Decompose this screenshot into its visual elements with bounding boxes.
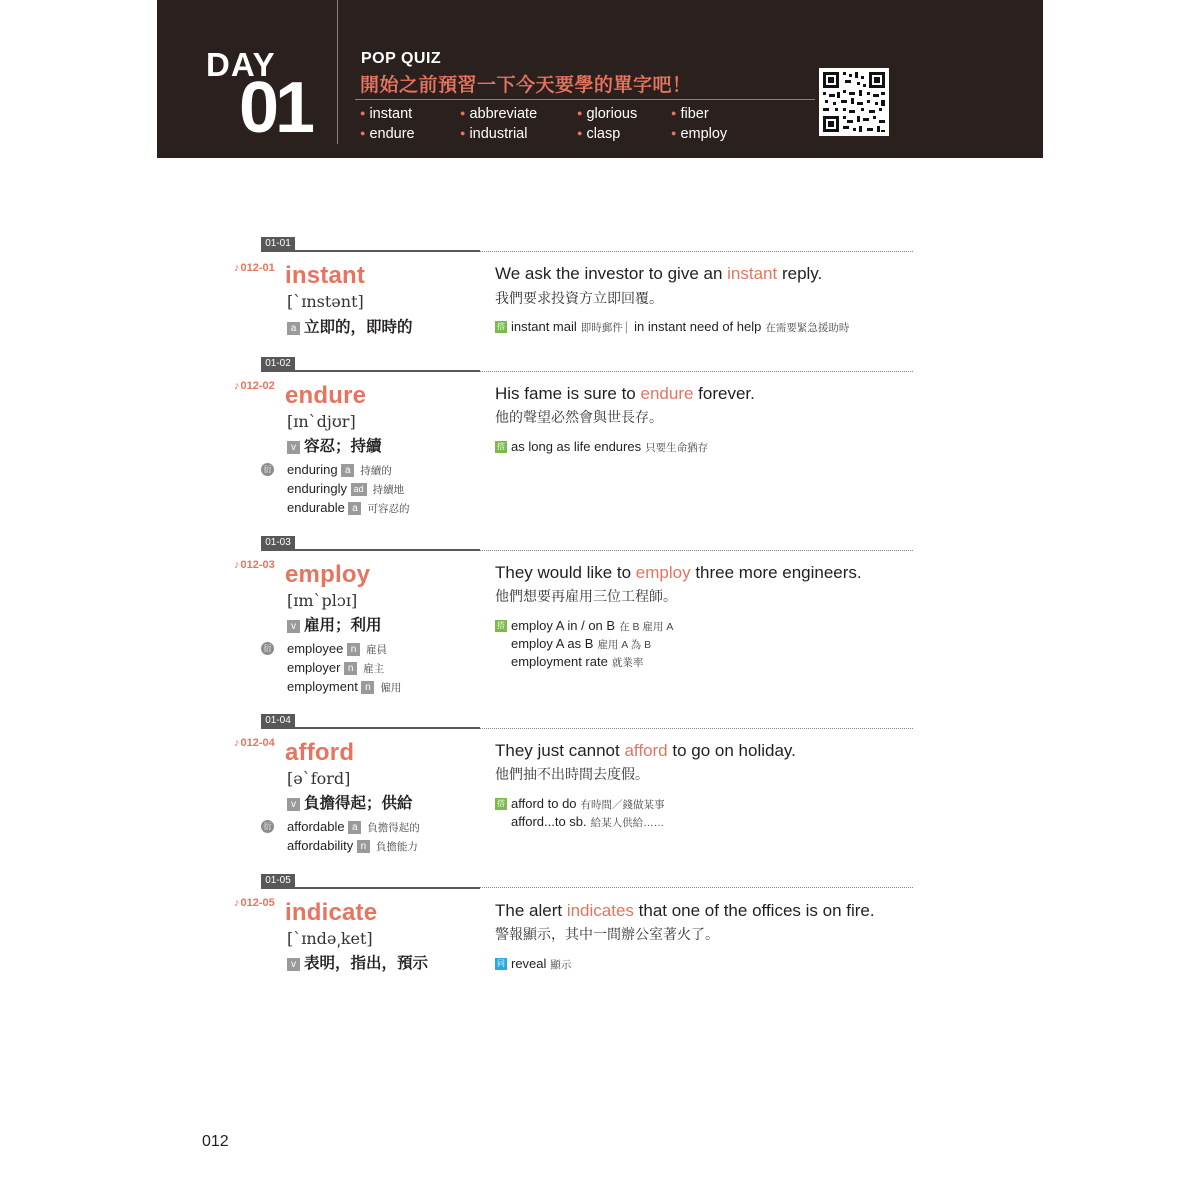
derivative-item: affordability n 負擔能力 [287, 838, 418, 853]
synonym-icon: 同 [497, 959, 505, 968]
audio-track-label[interactable]: ♪ 012-03 [234, 559, 275, 571]
entry-dotted-rule [480, 550, 913, 551]
phonetic: [ˋɪndə͵ket] [287, 929, 373, 948]
definition [287, 791, 413, 813]
example-translation: 我們要求投資方立即回覆。 [495, 290, 663, 306]
pop-quiz-subtitle: 開始之前預習一下今天要學的單字吧！ [360, 75, 692, 96]
definition [287, 613, 382, 635]
synonym-line: reveal 顯示 [511, 956, 572, 971]
quiz-word: ● clasp [577, 126, 620, 142]
entry-number-tag: 01-04 [261, 714, 295, 728]
entry-dotted-rule [480, 728, 913, 729]
derivative-item: affordable a 負擔得起的 [287, 819, 420, 834]
collocation-icon: 搭 [497, 322, 505, 331]
collocation-line: employ A as B 雇用 A 為 B [511, 636, 652, 651]
qr-code-icon[interactable] [819, 68, 889, 136]
definition [287, 315, 413, 337]
collocation-icon: 搭 [497, 799, 505, 808]
entry-rule [261, 549, 480, 551]
definition [287, 951, 428, 973]
headword: endure [285, 382, 367, 409]
page-number: 012 [202, 1133, 229, 1150]
phonetic: [ˋɪnstənt] [287, 292, 364, 311]
pos-badge: v [287, 620, 300, 633]
derivative-icon: 衍 [261, 463, 274, 476]
entry-dotted-rule [480, 887, 913, 888]
headword: afford [285, 739, 355, 766]
definition-text: 雇用；利用 [304, 617, 382, 634]
derivative-item: enduringly ad 持續地 [287, 481, 405, 496]
highlighted-word: instant [727, 264, 778, 283]
quiz-word: ● glorious [577, 106, 637, 122]
audio-track-label[interactable]: ♪ 012-05 [234, 897, 275, 909]
collocation-line: employ A in / on B 在 B 雇用 A [511, 618, 674, 633]
header-divider-horizontal [355, 99, 815, 100]
derivative-item: endurable a 可容忍的 [287, 500, 410, 515]
derivative-item: employer n 雇主 [287, 660, 385, 675]
entry-number-tag: 01-03 [261, 536, 295, 550]
headword: indicate [285, 899, 378, 926]
collocation-line: afford...to sb. 給某人供給…… [511, 814, 665, 829]
entry-number-tag: 01-05 [261, 874, 295, 888]
pos-badge: v [287, 441, 300, 454]
pos-badge: a [287, 322, 300, 335]
collocation-icon: 搭 [497, 442, 505, 451]
example-sentence: We ask the investor to give an instant reply. [495, 264, 823, 283]
example-translation: 他的聲望必然會與世長存。 [495, 409, 663, 425]
entry-number-tag: 01-02 [261, 357, 295, 371]
entry-rule [261, 887, 480, 889]
phonetic: [ɪnˋdjʊr] [287, 412, 356, 431]
example-translation: 他們抽不出時間去度假。 [495, 766, 649, 782]
day-header [157, 0, 1043, 158]
highlighted-word: endure [640, 384, 694, 403]
collocation-line: instant mail 即時郵件 | in instant need of help 在需要緊急援助時 [511, 319, 850, 334]
derivative-icon: 衍 [261, 820, 274, 833]
entry-rule [261, 370, 480, 372]
header-divider-vertical [337, 0, 338, 144]
quiz-word: ● fiber [671, 106, 709, 122]
quiz-word: ● endure [360, 126, 415, 142]
derivative-item: enduring a 持續的 [287, 462, 392, 477]
quiz-word: ● instant [360, 106, 412, 122]
entry-rule [261, 727, 480, 729]
headword: employ [285, 561, 371, 588]
highlighted-word: afford [624, 741, 668, 760]
audio-track-label[interactable]: ♪ 012-02 [234, 380, 275, 392]
definition-text: 表明，指出，預示 [304, 955, 429, 972]
derivative-item: employment n 僱用 [287, 679, 402, 694]
example-sentence: They would like to employ three more engineers. [495, 563, 862, 582]
derivative-icon: 衍 [261, 642, 274, 655]
example-translation: 他們想要再雇用三位工程師。 [495, 588, 677, 604]
example-sentence: His fame is sure to endure forever. [495, 384, 755, 403]
audio-track-label[interactable]: ♪ 012-01 [234, 262, 275, 274]
highlighted-word: indicates [566, 901, 634, 920]
definition-text: 容忍；持續 [304, 438, 382, 455]
collocation-line: as long as life endures 只要生命猶存 [511, 439, 709, 454]
headword: instant [285, 262, 366, 289]
audio-track-label[interactable]: ♪ 012-04 [234, 737, 275, 749]
day-label: DAY [206, 46, 276, 83]
quiz-word: ● abbreviate [460, 106, 537, 122]
entry-rule [261, 250, 480, 252]
derivative-item: employee n 雇員 [287, 641, 387, 656]
example-translation: 警報顯示，其中一間辦公室著火了。 [495, 926, 719, 942]
example-sentence: The alert indicates that one of the offices is on fire. [495, 901, 875, 920]
collocation-line: afford to do 有時間／錢做某事 [511, 796, 665, 811]
entry-number-tag: 01-01 [261, 237, 295, 251]
example-sentence: They just cannot afford to go on holiday. [495, 741, 796, 760]
collocation-icon: 搭 [497, 621, 505, 630]
phonetic: [əˋford] [287, 769, 351, 788]
definition-text: 負擔得起；供給 [304, 795, 413, 812]
pos-badge: v [287, 958, 300, 971]
highlighted-word: employ [635, 563, 691, 582]
pos-badge: v [287, 798, 300, 811]
entry-dotted-rule [480, 371, 913, 372]
collocation-line: employment rate 就業率 [511, 654, 644, 669]
day-number: 01 [239, 68, 312, 148]
entry-dotted-rule [480, 251, 913, 252]
phonetic: [ɪmˋplɔɪ] [287, 591, 358, 610]
definition [287, 434, 382, 456]
definition-text: 立即的，即時的 [304, 319, 413, 336]
pop-quiz-title: POP QUIZ [361, 50, 442, 67]
quiz-word: ● employ [671, 126, 727, 142]
quiz-word: ● industrial [460, 126, 527, 142]
